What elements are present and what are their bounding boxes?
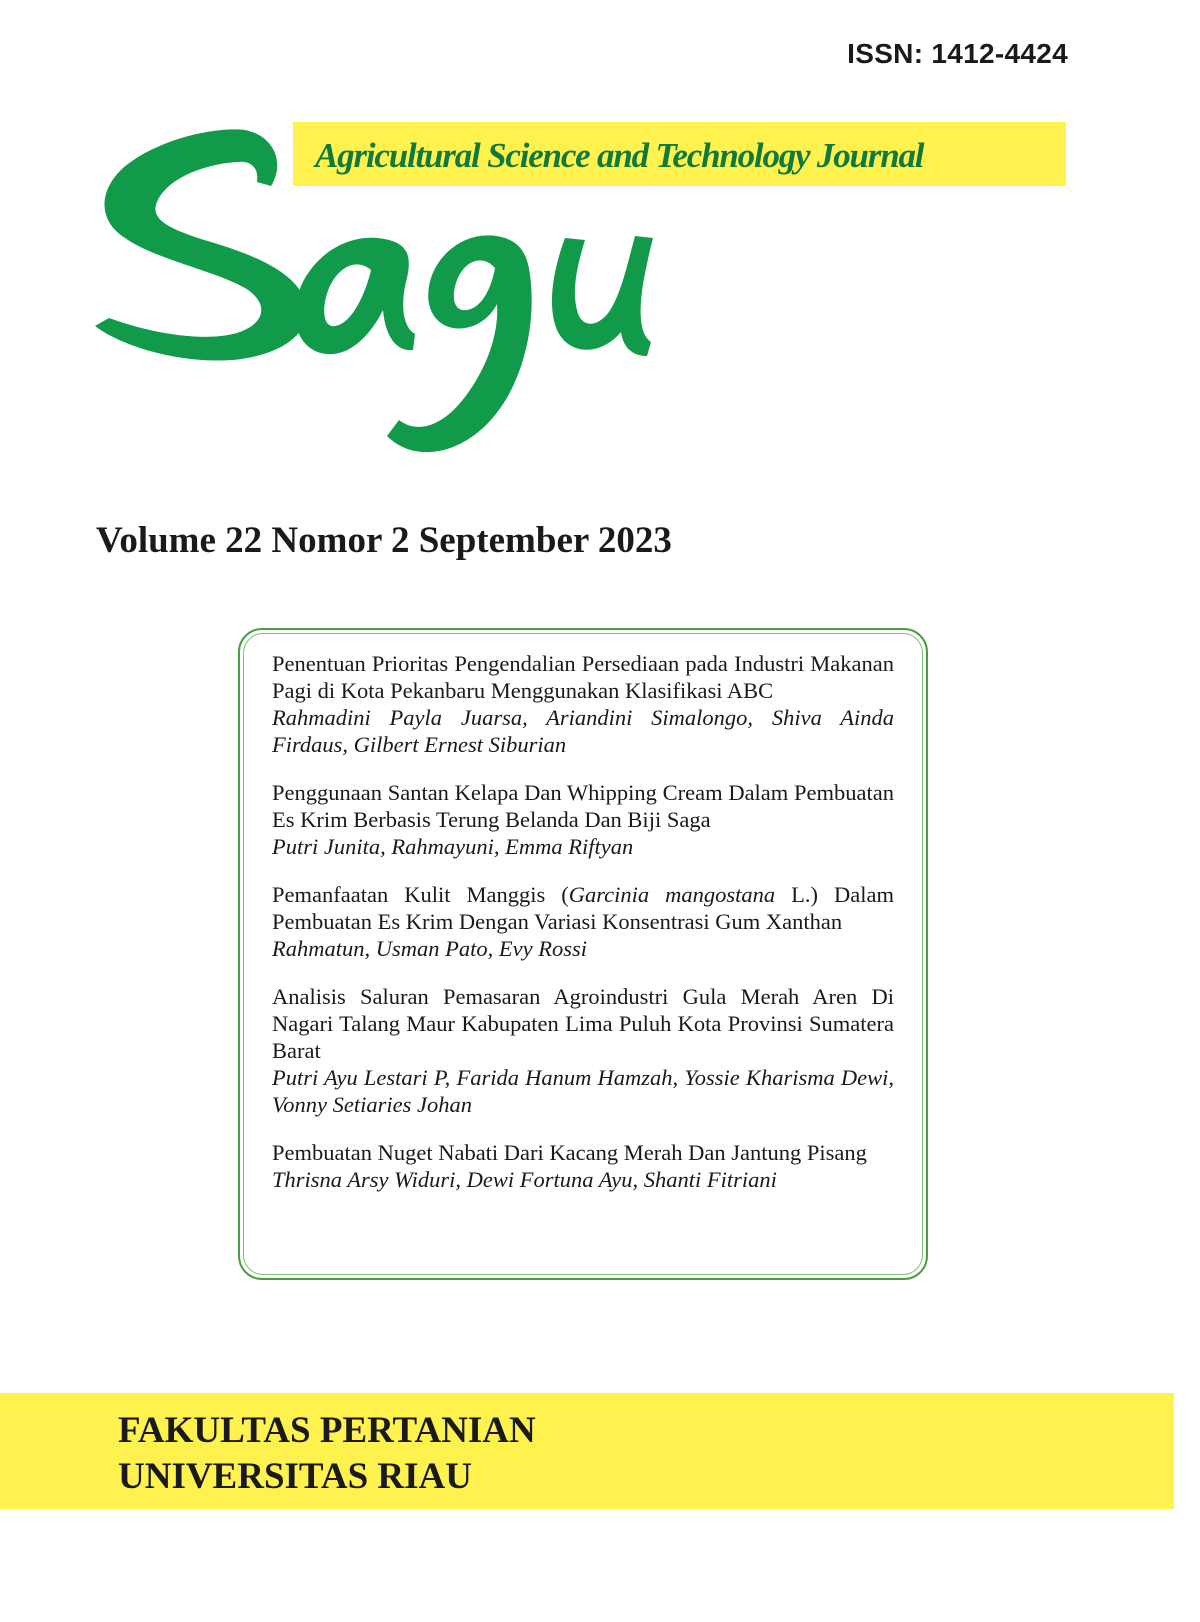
article-authors: Putri Ayu Lestari P, Farida Hanum Hamzah, Yossie Kharisma Dewi, Vonny Setiaries Johan xyxy=(272,1065,894,1117)
publisher-faculty: FAKULTAS PERTANIAN xyxy=(118,1410,536,1451)
sagu-logo xyxy=(95,120,665,480)
publisher-university: UNIVERSITAS RIAU xyxy=(118,1456,472,1497)
article-title: Penentuan Prioritas Pengendalian Persediaan pada Industri Makanan Pagi di Kota Pekanbaru Menggunakan Klasifikasi ABC xyxy=(272,651,894,703)
article-authors: Rahmatun, Usman Pato, Evy Rossi xyxy=(272,936,587,961)
article-title xyxy=(272,881,894,935)
publisher xyxy=(118,1408,536,1500)
journal-subtitle: Agricultural Science and Technology Journal xyxy=(315,136,924,175)
article-title: Penggunaan Santan Kelapa Dan Whipping Cream Dalam Pembuatan Es Krim Berbasis Terung Belanda Dan Biji Saga xyxy=(272,780,894,832)
issue-label: Volume 22 Nomor 2 September 2023 xyxy=(96,520,672,561)
article-authors: Thrisna Arsy Widuri, Dewi Fortuna Ayu, Shanti Fitriani xyxy=(272,1167,777,1192)
article-3[interactable] xyxy=(272,881,894,962)
species-name: Garcinia mangostana xyxy=(568,882,776,907)
article-title-prefix: Pemanfaatan Kulit Manggis ( xyxy=(272,882,569,907)
article-title: Analisis Saluran Pemasaran Agroindustri Gula Merah Aren Di Nagari Talang Maur Kabupaten Lima Puluh Kota Provinsi Sumatera Barat xyxy=(272,984,894,1063)
article-authors: Putri Junita, Rahmayuni, Emma Riftyan xyxy=(272,834,634,859)
article-1[interactable] xyxy=(272,650,894,758)
issn-label: ISSN: 1412-4424 xyxy=(847,38,1068,69)
table-of-contents xyxy=(272,650,894,1214)
article-5[interactable] xyxy=(272,1139,894,1193)
article-2[interactable] xyxy=(272,779,894,860)
article-title: Pembuatan Nuget Nabati Dari Kacang Merah Dan Jantung Pisang xyxy=(272,1140,867,1165)
article-4[interactable] xyxy=(272,983,894,1118)
article-title-suffix: L.) Dalam Pembuatan Es Krim Dengan Variasi Konsentrasi Gum Xanthan xyxy=(272,882,895,934)
article-authors: Rahmadini Payla Juarsa, Ariandini Simalongo, Shiva Ainda Firdaus, Gilbert Ernest Siburian xyxy=(272,705,894,757)
